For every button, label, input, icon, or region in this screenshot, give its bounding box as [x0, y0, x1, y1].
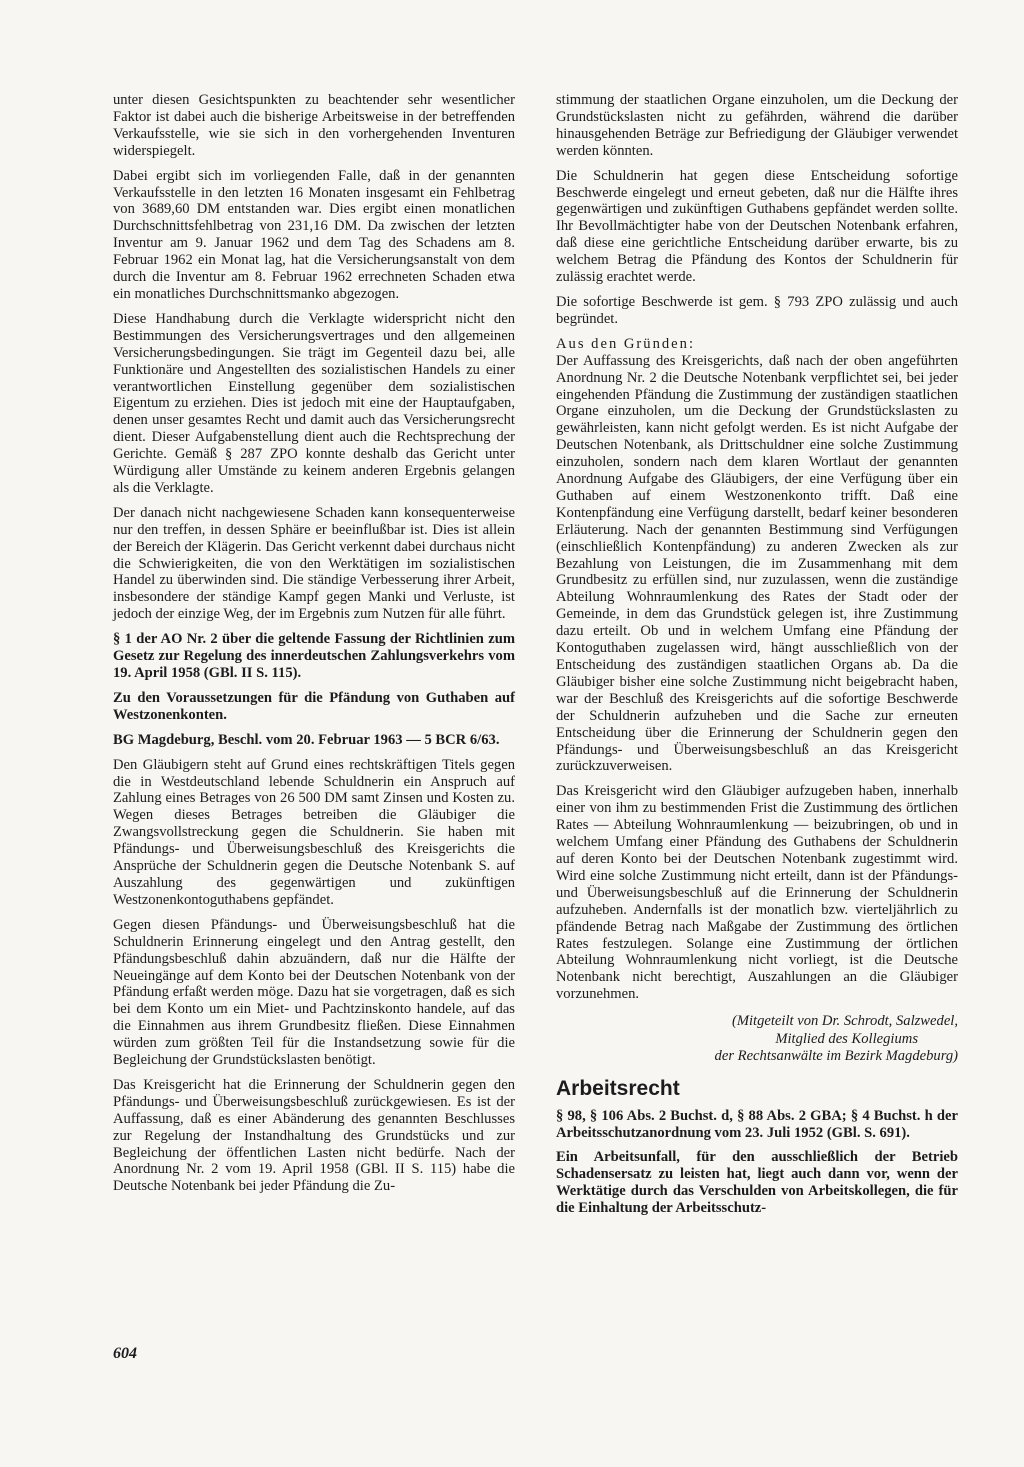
- paragraph: Die Schuldnerin hat gegen diese Entscheidung sofortige Beschwerde eingelegt und erneut gebeten, daß nur die Hälfte ihres gegenwärtigen und zukünftigen Guthabens gepfändet werden sollte. Ihr Bevollmächtigter habe von der Deutschen Notenbank erfahren, daß diese eine gerichtliche Entscheidung darüber erwarte, bis zu welchem Betrag die Pfändung des Kontos der Schuldnerin für zulässig erachtet werde.: [556, 167, 958, 286]
- paragraph: Den Gläubigern steht auf Grund eines rechtskräftigen Titels gegen die in Westdeutschland lebende Schuldnerin ein Anspruch auf Zahlung eines Betrages von 26 500 DM samt Zinsen und Kosten zu. Wegen dieses Betrages betreiben die Gläubiger die Zwangsvollstreckung gegen die Schuldnerin. Sie haben mit Pfändungs- und Überweisungsbeschluß des Kreisgerichts die Ansprüche der Schuldnerin gegen die Deutsche Notenbank S. auf Auszahlung des gegenwärtigen und zukünftigen Westzonenkontoguthabens gepfändet.: [113, 756, 515, 908]
- grounds-heading: Aus den Gründen:: [556, 335, 696, 352]
- paragraph: Der Auffassung des Kreisgerichts, daß nach der oben angeführten Anordnung Nr. 2 die Deutsche Notenbank verpflichtet sei, bei jeder eingehenden Pfändung die Zustimmung der zuständigen staatlichen Organe einzuholen, um die Deckung der Grundstückslasten zu gewährleisten, kann nicht gefolgt werden. Es ist nicht Aufgabe der Deutschen Notenbank, als Drittschuldner eine solche Zustimmung einzuholen, sondern nach dem klaren Wortlaut der genannten Anordnung Aufgabe des Gläubigers, der eine Verfügung über ein Guthaben auf einem Westzonenkonto trifft. Daß eine Kontenpfändung eine Verfügung darstellt, bedarf keiner besonderen Erläuterung. Nach der genannten Bestimmung sind Verfügungen (einschließlich Kontenpfändung) zu anderen Zwecken als zur Bezahlung von Leistungen, die im Zusammenhang mit dem Grundbesitz zu erfüllen sind, nur zuzulassen, wenn die zuständige Abteilung Wohnraumlenkung des Rates der Stadt oder der Gemeinde, in dem das Grundstück gelegen ist, ihre Zustimmung dazu erteilt. Ob und in welchem Umfang eine Pfändung der Kontoguthaben zugelassen wird, hängt ausschließlich von der Entscheidung des zuständigen staatlichen Organs ab. Da die Gläubiger bisher eine solche Zustimmung nicht beigebracht haben, war der Beschluß des Kreisgerichts auf die sofortige Beschwerde der Schuldnerin aufzuheben und die Sache zur erneuten Entscheidung über die Erinnerung der Schuldnerin gegen den Pfändungs- und Überweisungsbeschluß an das Kreisgericht zurückzuverweisen.: [556, 352, 958, 775]
- court-reference: BG Magdeburg, Beschl. vom 20. Februar 1963 — 5 BCR 6/63.: [113, 731, 500, 748]
- paragraph: Gegen diesen Pfändungs- und Überweisungsbeschluß hat die Schuldnerin Erinnerung eingelegt und den Antrag gestellt, den Pfändungsbeschluß dahin abzuändern, daß nur die Hälfte der Neueingänge auf dem Konto bei der Deutschen Notenbank von der Pfändung erfaßt werden möge. Dazu hat sie vorgetragen, daß es sich bei dem Konto um ein Miet- und Pachtzinskonto handele, auf das die Einnahmen aus ihrem Grundbesitz fließen. Diese Einnahmen würden zum größten Teil für die Instandsetzung sowie für die Begleichung der Grundstückslasten benötigt.: [113, 916, 515, 1069]
- attribution: [556, 1013, 958, 1066]
- left-column: [113, 92, 515, 1195]
- paragraph: Diese Handhabung durch die Verklagte widerspricht nicht den Bestimmungen des Versicherungsvertrages und den allgemeinen Versicherungsbedingungen. Sie trägt im Gegenteil dazu bei, alle Funktionäre und Angestellten des sozialistischen Handels zu einer verantwortlichen Einstellung gegenüber dem sozialistischen Eigentum zu erziehen. Dies ist jedoch mit eine der Hauptaufgaben, denen unser gesamtes Recht und damit auch das Versicherungsrecht dient. Dieser Aufgabenstellung dient auch die Rechtsprechung der Gerichte. Gemäß § 287 ZPO konnte deshalb das Gericht unter Würdigung aller Umstände zu keinem anderen Ergebnis gelangen als die Verklagte.: [113, 310, 515, 496]
- page-number: 604: [113, 1345, 137, 1362]
- right-column: [556, 92, 958, 1217]
- paragraph: Das Kreisgericht wird den Gläubiger aufzugeben haben, innerhalb einer von ihm zu bestimmenden Frist die Zustimmung des örtlichen Rates — Abteilung Wohnraumlenkung — beizubringen, ob und in welchem Umfang einer Pfändung des Guthabens der Schuldnerin auf deren Konto bei der Deutschen Notenbank zugestimmt wird. Wird eine solche Zustimmung nicht erteilt, dann ist der Pfändungs- und Überweisungsbeschluß auf die Erinnerung der Schuldnerin aufzuheben. Andernfalls ist der monatlich bzw. vierteljährlich zu pfändende Betrag nach Maßgabe der Zustimmung des örtlichen Rates festzulegen. Solange eine Zustimmung der örtlichen Abteilung Wohnraumlenkung nicht vorliegt, ist die Deutsche Notenbank nicht berechtigt, Auszahlungen an die Gläubiger vorzunehmen.: [556, 783, 958, 1003]
- paragraph: Dabei ergibt sich im vorliegenden Falle, daß in der genannten Verkaufsstelle in den letzten 16 Monaten insgesamt ein Fehlbetrag von 3689,60 DM entstanden war. Dies ergibt einen monatlichen Durchschnittsfehlbetrag von 231,16 DM. Da zwischen der letzten Inventur am 9. Januar 1962 und dem Tag des Schadens am 8. Februar 1962 ein Monat lag, hat die Versicherungsanstalt von dem durch die Inventur am 8. Februar 1962 errechneten Schaden etwa ein monatliches Durchschnittsmanko abgezogen.: [113, 167, 515, 302]
- paragraph: unter diesen Gesichtspunkten zu beachtender sehr wesentlicher Faktor ist dabei auch die bisherige Arbeitsweise in der betreffenden Verkaufsstelle, wie sie sich in den vorhergehenden Inventuren widerspiegelt.: [113, 92, 515, 159]
- norm-reference: § 98, § 106 Abs. 2 Buchst. d, § 88 Abs. 2 GBA; § 4 Buchst. h der Arbeitsschutzanordnung vom 23. Juli 1952 (GBl. S. 691).: [556, 1107, 958, 1141]
- attribution-line: der Rechtsanwälte im Bezirk Magdeburg): [714, 1048, 958, 1065]
- paragraph: Das Kreisgericht hat die Erinnerung der Schuldnerin gegen den Pfändungs- und Überweisungsbeschluß zurückgewiesen. Es ist der Auffassung, daß es einer Abänderung des genannten Beschlusses zur Regelung der Instandhaltung des Grundstücks und zur Begleichung der öffentlichen Lasten nicht bedürfe. Nach der Anordnung Nr. 2 vom 19. April 1958 (GBl. II S. 115) habe die Deutsche Notenbank bei jeder Pfändung die Zu-: [113, 1076, 515, 1195]
- norm-reference: § 1 der AO Nr. 2 über die geltende Fassung der Richtlinien zum Gesetz zur Regelung des innerdeutschen Zahlungsverkehrs vom 19. April 1958 (GBl. II S. 115).: [113, 631, 515, 681]
- leitsatz: Ein Arbeitsunfall, für den ausschließlich der Betrieb Schadensersatz zu leisten hat, liegt auch dann vor, wenn der Werktätige durch das Verschulden von Arbeitskollegen, die für die Einhaltung der Arbeitsschutz-: [556, 1149, 958, 1217]
- section-heading: Arbeitsrecht: [556, 1076, 680, 1100]
- paragraph: stimmung der staatlichen Organe einzuholen, um die Deckung der Grundstückslasten nicht zu gefährden, während die darüber hinausgehenden Beträge zur Befriedigung der Gläubiger verwendet werden könnten.: [556, 92, 958, 159]
- attribution-line: (Mitgeteilt von Dr. Schrodt, Salzwedel,: [731, 1013, 958, 1030]
- attribution-line: Mitglied des Kollegiums: [775, 1030, 918, 1047]
- paragraph: Die sofortige Beschwerde ist gem. § 793 ZPO zulässig und auch begründet.: [556, 293, 958, 327]
- case-subject: Zu den Voraussetzungen für die Pfändung von Guthaben auf Westzonenkonten.: [113, 689, 515, 723]
- paragraph: Der danach nicht nachgewiesene Schaden kann konsequenterweise nur den treffen, in dessen Sphäre er beeinflußbar ist. Dies ist allein der Bereich der Klägerin. Das Gericht verkennt dabei durchaus nicht die Schwierigkeiten, die von den Werktätigen im sozialistischen Handel zu überwinden sind. Die ständige Verbesserung ihrer Arbeit, insbesondere der ständige Kampf gegen Manki und Verluste, ist jedoch der einzige Weg, der im Ergebnis zum Nutzen für alle führt.: [113, 504, 515, 623]
